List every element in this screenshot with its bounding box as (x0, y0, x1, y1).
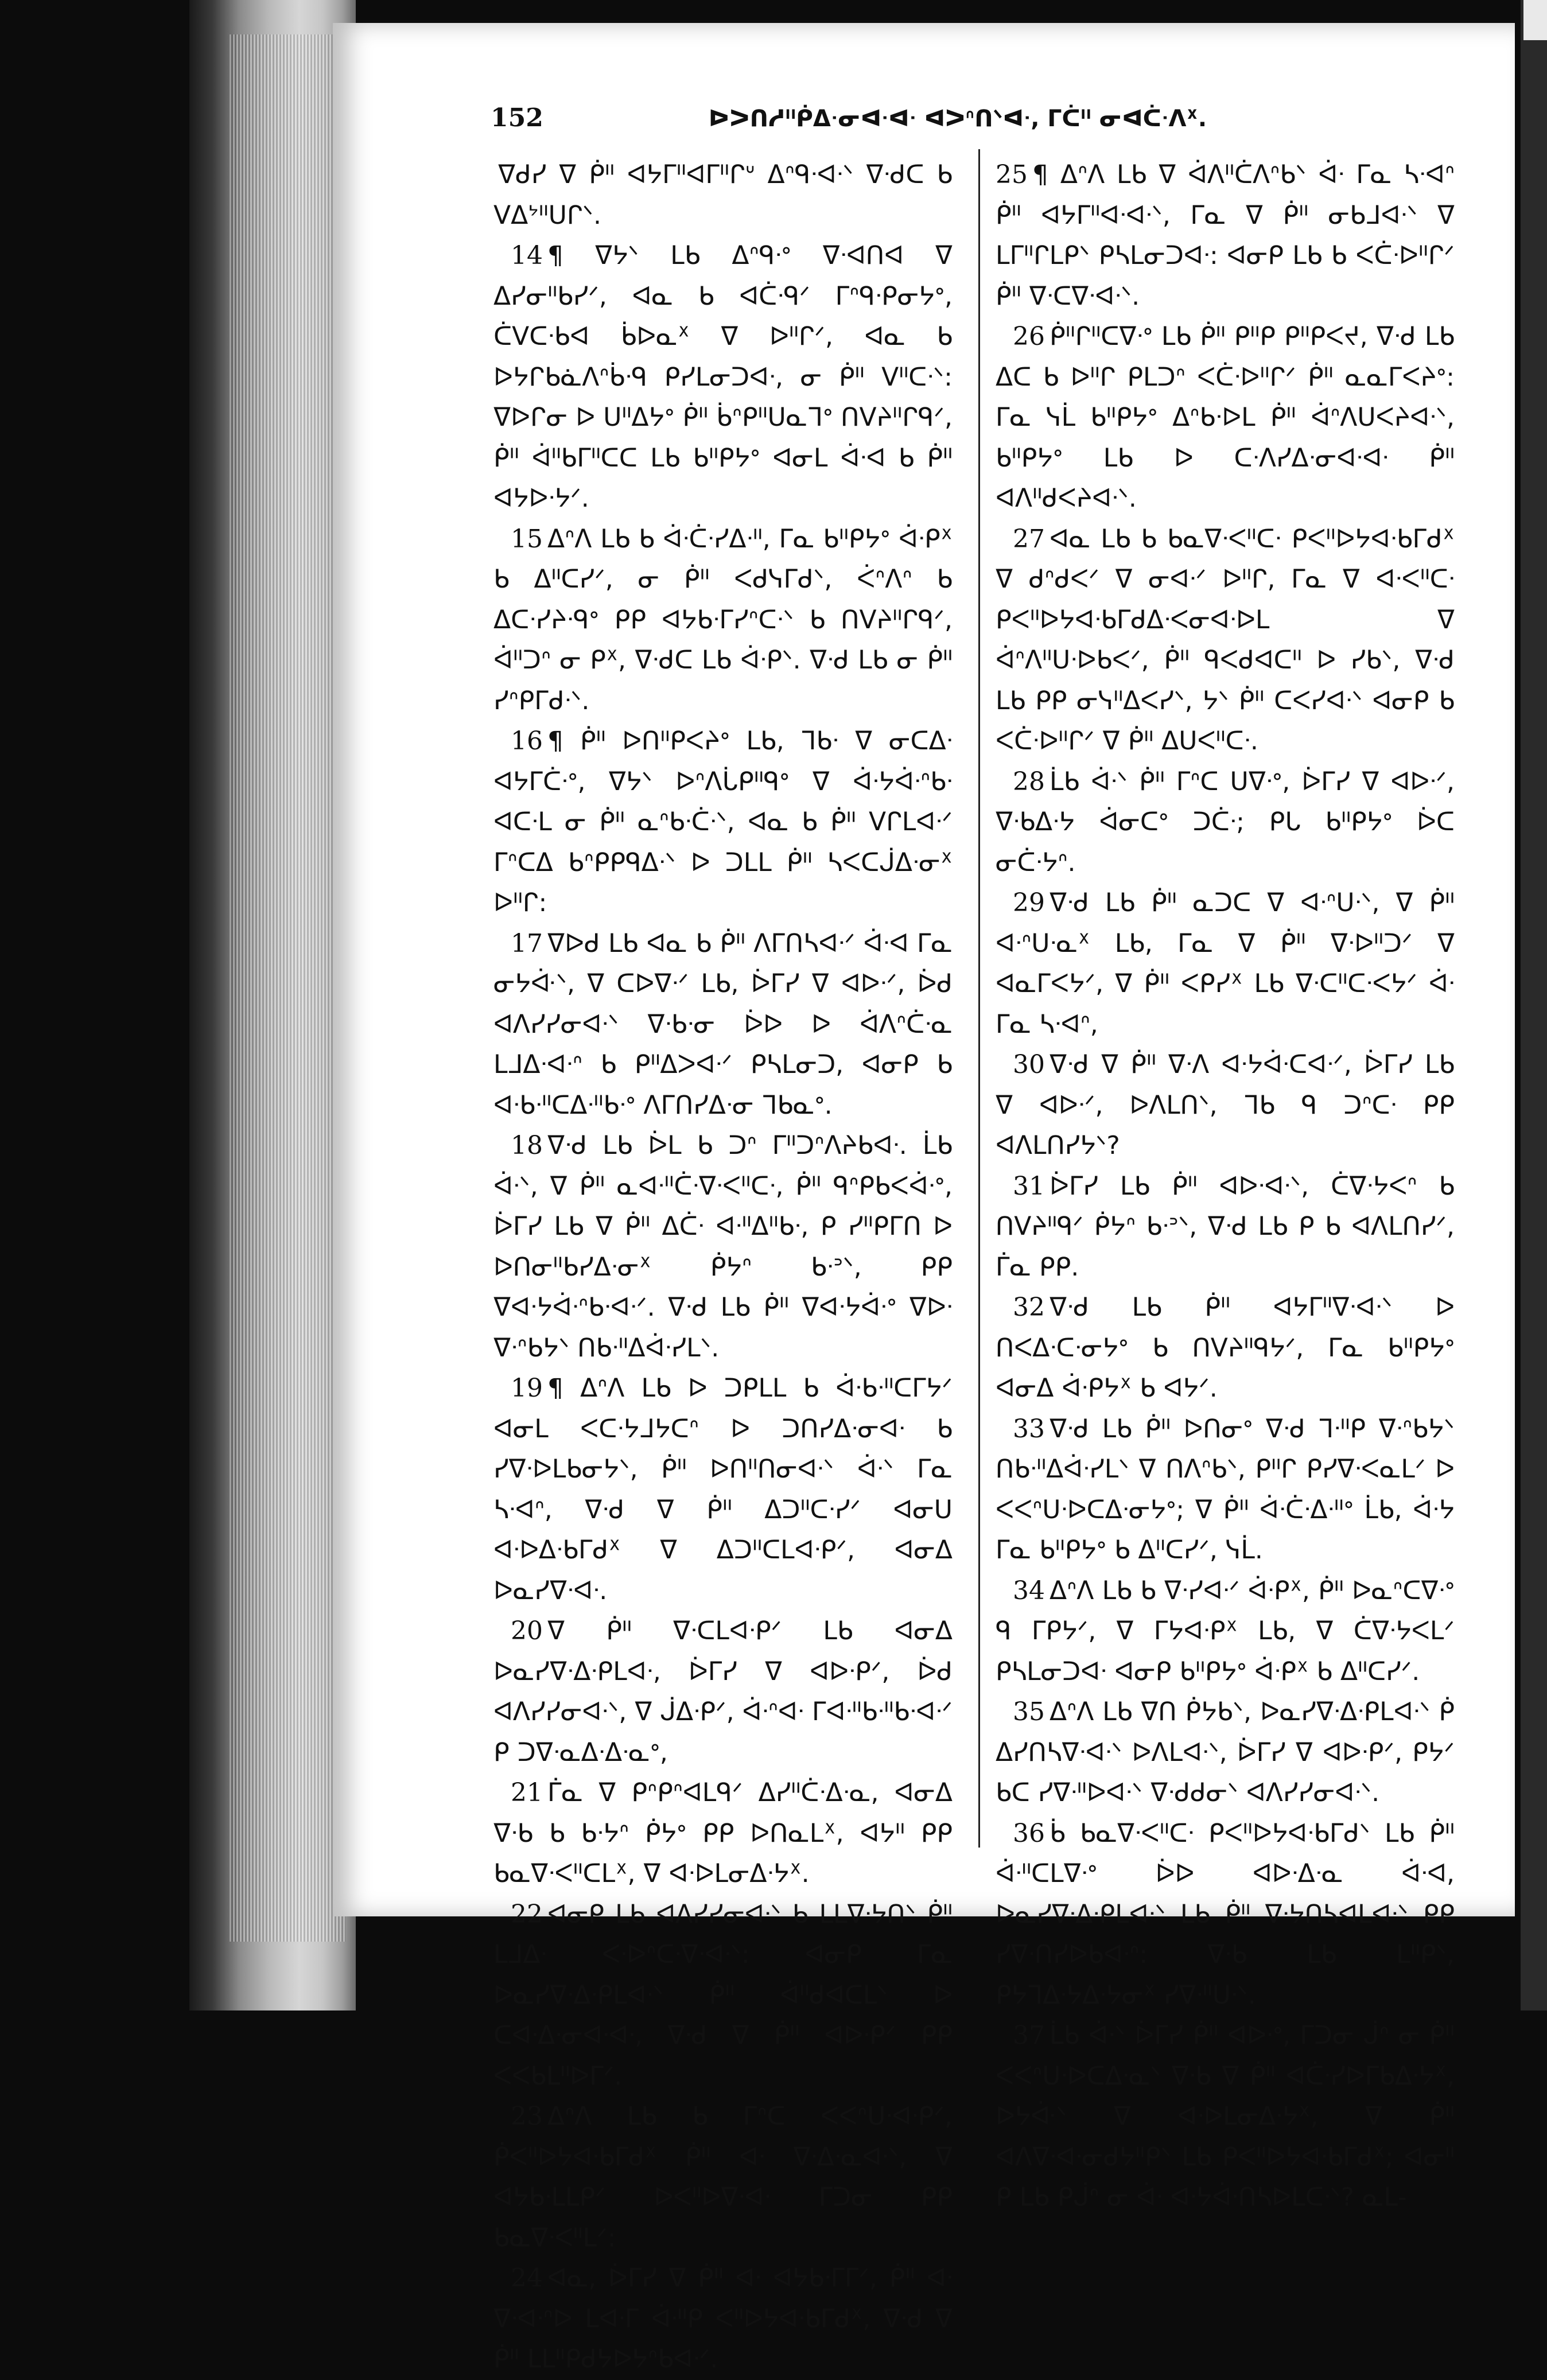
verse-text: ᐃᐢᐱ ᒪᑲ ᐁᑎ ᑮᔭᑲᐠ, ᐅᓇᓯᐁᐧᐃᐧᑭᒪᐊᐧᐠ ᑮ ᐃᓯᑎᓴᐁᐧᐊᐧᐠ ᐅᐱᒪᐊᐧᐠ, ᐆᒥᓯ ᐁ ᐊᐅᐧᑭᐟ, ᑭᔭᐟ ᑲᑕ ᓯᐁᐧᐦᐅᐊᐧᐠ ᐁᐧᑯᑯᓂᐠ ᐊᐱᓯᓯᓂᐊᐧᐠ. (996, 1697, 1455, 1807)
verse-text: ᐁᐧᑯ ᒪᑲ ᑮᐦ ᐅᑎᓂᐤ ᐁᐧᑯ ᒣᐧᐦᑭ ᐁᐧᐢᑲᔭᐠ ᑎᑲᐧᐦᐃᐋᐧᓯᒪᐠ ᐁ ᑎᐱᐢᑲᐠ, ᑭᐦᒋ ᑭᓯᐁᐧᐸᓇᒪᐟ ᐅ ᐸᐸᐢᑌᐧᐅᑕᐃᐧᓂᔭᐤ; ᐁ ᑮᐦ ᐋᐧᑖᐧᐃᐧᐦᐤ ᒫᑲ, ᐋᐧᔭ ᒥᓇ ᑲᐦᑭᔭᐤ ᑲ ᐃᐦᑕᓯᐟ, ᓭᒫ. (996, 1414, 1455, 1565)
verse-number: 31 (1013, 1171, 1045, 1201)
book-page-edge (189, 0, 356, 2010)
verse-text: ᐁᐧᑯ ᐁ ᑮᐦ ᐁᐧᐱ ᐊᐧᔭᐋᐧᑕᐊᐧᐟ, ᐆᒥᓯ ᒪᑲ ᐁ ᐊᐅᐧᐟ, ᐅᐱᒪᑎᐠ, ᒣᑲ ᑫ ᑐᐢᑕᐧ ᑭᑭ ᐊᐱᒪᑎᓯᔭᐠ? (996, 1050, 1455, 1160)
verse-paragraph (493, 155, 953, 236)
right-dark-border (1521, 0, 1547, 2010)
verse-number: 14 (511, 241, 543, 270)
verse-paragraph (493, 1773, 953, 1895)
verse-number: 25 (996, 160, 1028, 189)
verse-paragraph (493, 2097, 953, 2258)
verse-paragraph (996, 1571, 1455, 1693)
verse-paragraph (996, 2016, 1455, 2218)
verse-number: 23 (511, 2102, 543, 2131)
verse-paragraph (996, 317, 1455, 519)
verse-text: ᐊᓇ, ᐆᒥᓯ ᐁ ᑮᐦ ᐊᐧ ᐊᔭᑲᐧᒥᒥᐟ, ᑮᐦ ᐊᐧ ᐁᐧᐊᐧᐢᐅ ᒪᐊᐧᒥ ᐋᐧᐦᑭ ᐸᐦᐅᔭᐊᐧᑲᒥᑯᕽ, ᐁᐧᑯ ᐁ ᑮᐦ ᒪᒪᐦᑭᑯᔭᐅᔭᐢᑲᐊᐧᐟ. (493, 2264, 953, 2374)
verse-number: 26 (1013, 322, 1045, 351)
running-title: ᐅᐳᑎᓱᐦᑮᐃᐧᓂᐊᐧᐊᐧ ᐊᐳᐢᑎᐠᐊᐧ, ᒥᑖᐦ ᓂᐊᑖᐧᐱᕽ. (709, 106, 1207, 132)
verse-number: 37 (1013, 2021, 1045, 2050)
verse-number: 27 (1013, 524, 1045, 554)
verse-text: ᐊᓂᑭ ᒪᑲ ᐊᐱᓯᓯᓂᐊᐧᐠ ᑲ ᒪᒪᐁᐧᔭᑎᐠ ᑮᐦ ᒪᒧᐃᐧ ᐸᐧᐅᐢᑕᐧᐁᐧᐊᐧᐠ: ᐊᓂᑭ ᒥᓇ ᐅᓇᓯᐁᐧᐃᐧᑭᒪᐊᐧᐠ ᑮᐦ ᐋᐦᑯᐊᑕᒪᐠ ᐅ ᑕᐊᐧᐃᐧᓂᐊᐧᐊᐧ, ᐁᐧᑯ ᐁ ᑮᐦ ᐊᐅᐧᑭᐟ ᑭᑭ ᐸᐸᑲᒪᐦᐅᒥᐟ. (493, 1899, 953, 2091)
verse-paragraph (996, 1692, 1455, 1814)
page-header (491, 103, 1512, 149)
verse-paragraph (493, 2258, 953, 2380)
verse-text: ᒦᓇ ᐁ ᑭᐢᑭᐢᐊᒪᑫᐟ ᐃᓯᐦᑖᐧᐃᐧᓇ, ᐊᓂᐃ ᐁᐧᑲ ᑲ ᑲᐧᔭᐢ ᑮᔭᐤ ᑭᑭ ᐅᑎᓇᒪᕽ, ᐊᔭᐦ ᑭᑭ ᑲᓇᐁᐧᐸᐦᑕᒪᕽ, ᐁ ᐊᐧᐅᒪᓂᐃᐧᔭᕽ. (493, 1778, 953, 1888)
right-column (996, 155, 1455, 2218)
verse-number: 19 (511, 1374, 543, 1403)
verse-text: ᐃᐢᐱ ᒪᑲ ᑲ ᐋᐧᑖᐧᓯᐃᐧᐦ, ᒥᓇ ᑲᐦᑭᔭᐤ ᐋᐧᑭᕽ ᑲ ᐃᐦᑕᓯᐟ, ᓂ ᑮᐦ ᐸᑯᓭᒥᑯᐠ, ᐹᐢᐱᐢ ᑲ ᐃᑕᐧᓯᔨᐧᑫᐤ ᑭᑭ ᐊᔭᑲᐧᒥᓯᐢᑕᐧᐠ ᑲ ᑎᐯᔨᐦᒋᑫᐟ, ᐋᐦᑐᐢ ᓂ ᑭᕽ, ᐁᐧᑯᑕ ᒪᑲ ᐋᐧᑭᐠ. ᐁᐧᑯ ᒪᑲ ᓂ ᑮᐦ ᓯᐢᑭᒥᑯᐧᐠ. (493, 524, 953, 715)
verse-paragraph (493, 1611, 953, 1773)
verse-text: ᐃᐢᐱ ᒪᑲ ᑲ ᐁᐧᓯᐊᐧᐟ ᐋᐧᑭᕽ, ᑮᐦ ᐅᓇᐢᑕᐁᐧᐤ ᑫ ᒥᑭᔭᐟ, ᐁ ᒥᔭᐊᐧᑭᕽ ᒪᑲ, ᐁ ᑖᐁᐧᔭᐸᒪᐟ ᑭᓴᒪᓂᑐᐊᐧ ᐊᓂᑭ ᑲᐦᑭᔭᐤ ᐋᐧᑭᕽ ᑲ ᐃᐦᑕᓯᐟ. (996, 1576, 1455, 1686)
verse-text: ¶ ᐃᐢᐱ ᒪᑲ ᐁ ᐋᐱᐦᑖᐱᐢᑲᐠ ᐋᐧ ᒥᓇ ᓴᐧᐊᐢ ᑮᐦ ᐊᔭᒥᐦᐊᐧᐊᐧᐠ, ᒥᓇ ᐁ ᑮᐦ ᓂᑲᒧᐊᐧᐠ ᐁ ᒪᒥᐦᒋᒪᑭᐠ ᑭᓴᒪᓂᑐᐊᐧ: ᐊᓂᑭ ᒪᑲ ᑲ ᐸᑖᐧᐅᐦᒋᐟ ᑮᐦ ᐁᐧᑕᐁᐧᐊᐧᐠ. (996, 160, 1455, 311)
verse-paragraph (493, 236, 953, 519)
page-edge-stripes (230, 34, 345, 1942)
verse-paragraph (996, 1045, 1455, 1166)
verse-paragraph (493, 1126, 953, 1368)
verse-text: ᐃᐢᐱ ᒪᑲ ᑲ ᒥᐢᑕ ᐸᐸᐢᑌᐧᐊᐧᑭᐟ, ᑮᐸᐦᐅᔭᐊᐧᑲᒥᑯᕽ ᑮᐦ ᐊᐧ ᐁᐧᐃᐧᓇᐊᐧᐠ, ᐁ ᐊᔭᑲᐧᒪᒪᑭᐟ ᐅᐸᐦᐅᐁᐧᐊᐧ ᒥᑐᓂ ᑭᑭ ᑲᓇᐁᐧᐸᐦᒪᐟ: (493, 2102, 953, 2253)
verse-paragraph (493, 1895, 953, 2097)
verse-text: ¶ ᐁᔭᐠ ᒪᑲ ᐃᐢᑫᐧᐤ ᐁᐧᐊᑎᐊ ᐁ ᐃᓯᓂᐦᑲᓯᐟ, ᐊᓇ ᑲ ᐊᑖᐧᑫᐟ ᒥᐢᑫᐧᑭᓂᔭᐤ, ᑖᐯᑕᐧᑲᐊ ᑳᐅᓇᕽ ᐁ ᐅᐦᒋᐟ, ᐊᓇ ᑲ ᐅᔭᒋᑲᓈᐱᐢᑳᐧᑫ ᑭᓯᒪᓂᑐᐊᐧ, ᓂ ᑮᐦ ᐯᐦᑕᐧᐠ: ᐁᐅᒋᓂ ᐅ ᑌᐦᐃᔭᐤ ᑮᐦ ᑳᐢᑭᐦᑌᓇᒣᐤ ᑎᐯᔨᐦᒋᑫᐟ, ᑮᐦ ᐋᐦᑲᒥᐦᑕᑕ ᒪᑲ ᑲᐦᑭᔭᐤ ᐊᓂᒪ ᐋᐧᐊ ᑲ ᑮᐦ ᐊᔭᐅᐧᔭᐟ. (493, 241, 953, 513)
verse-text: ¶ ᑮᐦ ᐅᑎᐦᑭᐸᔨᐤ ᒪᑲ, ᒣᑲᐧ ᐁ ᓂᑕᐃᐧ ᐊᔭᒥᑖᐧᐤ, ᐁᔭᐠ ᐅᐢᐱᒑᑭᐦᑫᐤ ᐁ ᐋᐧᔭᐋᐧᐢᑲᐧ ᐊᑕᐧᒪ ᓂ ᑮᐦ ᓇᐢᑲᐧᑖᐧᐠ, ᐊᓇ ᑲ ᑮᐦ ᐯᒋᒪᐊᐧᐟ ᒥᐢᑕᐃ ᑲᐢᑭᑭᑫᐃᐧᐠ ᐅ ᑐᒪᒪ ᑮᐦ ᓴᐸᑕᒎᐃᐧᓂᕽ ᐅᐦᒋ: (493, 726, 953, 917)
left-column (493, 155, 953, 2380)
verse-number: 28 (1013, 767, 1045, 796)
verse-paragraph (996, 1814, 1455, 2016)
verse-number: 20 (511, 1616, 543, 1646)
verse-text: ᒫᑲ ᐋᐧᐠ ᑮᐦ ᒥᐢᑕ ᑌᐁᐧᐤ, ᐆᒥᓯ ᐁ ᐊᐅᐧᐟ, ᐁᐧᑲᐃᐧᔭ ᐋᓂᑕᐤ ᑐᑖᐧ; ᑭᒐ ᑲᐦᑭᔭᐤ ᐆᑕ ᓂᑖᐧᔭᐢ. (996, 767, 1455, 877)
verse-number: 22 (511, 1899, 543, 1929)
verse-text: ᐁᐅᑯ ᒪᑲ ᐊᓇ ᑲ ᑮᐦ ᐱᒥᑎᓴᐊᐧᐟ ᐋᐧᐊ ᒥᓇ ᓂᔭᐚᐠ, ᐁ ᑕᐅᐁᐧᐟ ᒪᑲ, ᐆᒥᓯ ᐁ ᐊᐅᐧᐟ, ᐆᑯ ᐊᐱᓯᓯᓂᐊᐧᐠ ᐁᐧᑲᐧᓂ ᐆᐅ ᐅ ᐋᐱᐢᑖᐧᓇ ᒪᒧᐃᐧᐊᐧᐢ ᑲ ᑭᐦᐃᐳᐊᐧᐟ ᑭᓴᒪᓂᑐ, ᐊᓂᑭ ᑲ ᐊᐧᑲᐧᐦᑕᐃᐧᐦᑲᐧᐤ ᐱᒥᑎᓯᐃᐧᓂ ᒣᑲᓇᐤ. (493, 928, 953, 1120)
verse-number: 32 (1013, 1293, 1045, 1322)
column-divider (978, 149, 980, 1848)
verse-number: 30 (1013, 1050, 1045, 1079)
verse-number: 36 (1013, 1818, 1045, 1848)
top-corner-patch (1523, 0, 1547, 40)
verse-paragraph (996, 883, 1455, 1045)
verse-text: ᐊᓇ ᒪᑲ ᑲ ᑲᓇᐁᐧᐸᐦᑕᐧ ᑭᐸᐦᐅᔭᐊᐧᑲᒥᑯᕽ ᐁ ᑯᐢᑯᐸᐟ ᐁ ᓂᐊᐧᐟ ᐅᐦᒋ, ᒥᓇ ᐁ ᐊᐧᐸᐦᑕᐧ ᑭᐸᐦᐅᔭᐊᐧᑲᒥᑯᐃᐧᐸᓂᐊᐧᐅᒪ ᐁ ᐋᐢᐱᐦᑌᐧᐅᑲᐸᐟ, ᑮᐦ ᑫᐸᑯᐊᑕᐦ ᐅ ᓯᑲᐠ, ᐁᐧᑯ ᒪᑲ ᑭᑭ ᓂᓭᐦᐃᐸᓯᐠ, ᔭᐠ ᑮᐦ ᑕᐸᓯᐊᐧᐠ ᐊᓂᑭ ᑲ ᐸᑖᐧᐅᐦᒋᐟ ᐁ ᑮᐦ ᐃᑌᐸᐦᑕᐧ. (996, 524, 1455, 756)
verse-text: ᐁᐧᑯ ᒪᑲ ᐆᒪ ᑲ ᑐᐢ ᒥᐦᑐᐢᐱᔨᑲᐊᐧ. ᒫᑲ ᐋᐧᐠ, ᐁ ᑮᐦ ᓇᐊᐧᐦᑖᐧᐁᐧᐸᐦᑕᐧ, ᑮᐦ ᑫᐢᑭᑲᐸᐋᐧᐤ, ᐆᒥᓯ ᒪᑲ ᐁ ᑮᐦ ᐃᑖᐧ ᐊᐧᐦᐃᐦᑲᐧ, ᑭ ᓯᐦᑭᒥᑎ ᐅ ᐅᑎᓂᐦᑲᓯᐃᐧᓂᕽ ᑮᔭᐢ ᑲᐧᐣᐠ, ᑭᑭ ᐁᐊᐧᔭᐋᐧᐢᑲᐧᐊᐧᐟ. ᐁᐧᑯ ᒪᑲ ᑮᐦ ᐁᐊᐧᔭᐋᐧᐤ ᐁᐅᐧ ᐁᐧᐢᑲᔭᐠ ᑎᑲᐧᐦᐃᐋᐧᓯᒪᐠ. (493, 1131, 953, 1363)
verse-text: ᐁ ᑮᐦ ᐁᐧᑕᒪᐊᐧᑭᐟ ᒪᑲ ᐊᓂᐃ ᐅᓇᓯᐁᐧᐃᐧᑭᒪᐊᐧ, ᐆᒥᓯ ᐁ ᐊᐅᐧᑭᐟ, ᐆᑯ ᐊᐱᓯᓯᓂᐊᐧᐠ, ᐁ ᒎᐃᐧᑭᐟ, ᐋᐧᐢᐊᐧ ᒥᐊᐧᐦᑲᐧᐦᑲᐧᐊᐧᐟ ᑭ ᑐᐁᐧᓇᐃᐧᐃᐧᓇᐤ, (493, 1616, 953, 1767)
verse-text: ᑮᐦᒋᐦᑕᐁᐧᐤ ᒪᑲ ᑮᐦ ᑭᐦᑭ ᑭᐦᑭᐸᔪ, ᐁᐧᑯ ᒪᑲ ᐃᑕ ᑲ ᐅᐦᒋ ᑭᒪᑐᐢ ᐸᑖᐧᐅᐦᒋᐟ ᑮᐦ ᓇᓇᒥᐸᔨᐤ: ᒥᓇ ᓭᒫ ᑲᐦᑭᔭᐤ ᐃᐢᑲᐧᐅᒪ ᑮᐦ ᐋᐢᐱᑌᐸᔨᐊᐧᐠ, ᑲᐦᑭᔭᐤ ᒪᑲ ᐅ ᑕᐧᐱᓯᐃᐧᓂᐊᐧᐊᐧ ᑮᐦ ᐊᐱᐦᑯᐸᔨᐊᐧᐠ. (996, 322, 1455, 513)
verse-number: 15 (511, 524, 543, 554)
verse-number: 35 (1013, 1697, 1045, 1726)
verse-paragraph (996, 1166, 1455, 1288)
verse-paragraph (996, 1288, 1455, 1409)
verse-number: 16 (511, 726, 543, 756)
verse-text: ᑳ ᑲᓇᐁᐧᐸᐦᑕᐧ ᑭᐸᐦᐅᔭᐊᐧᑲᒥᑯᐠ ᒪᑲ ᑮᐦ ᐋᐧᐦᑕᒪᐁᐧᐤ ᐆᐅ ᐊᐅᐧᐃᐧᓇ ᐋᐧᐊ, ᐅᓇᓯᐁᐧᐃᐧᑭᒪᐊᐧᐠ ᒪᑲ ᑮᐦ ᐁᐧᔭᑎᓴᐊᒪᐊᐧᐠ ᑭᑭ ᓯᐁᐧᑎᓯᐅᑲᐊᐧᐢ: ᐁᐧᑲ ᒪᑲ ᒪᐦᑭᐠ, ᑭᔭᒣᐃᐧᔭᐃᐧᔭᓂᕽ ᓯᐁᐧᐦᑌᐧᐠ. (996, 1818, 1455, 2010)
verse-text: ¶ ᐃᐢᐱ ᒪᑲ ᐅ ᑐᑭᒪᒪ ᑲ ᐋᐧᑲᐧᐦᑕᒥᔭᐟ ᐊᓂᒪ ᐸᑕᐧᔭᒧᔭᑕᐢ ᐅ ᑐᑎᓯᐃᐧᓂᐊᐧ ᑲ ᓯᐁᐧᐅᒪᑲᓂᔭᐠ, ᑮᐦ ᐅᑎᐦᑎᓂᐊᐧᐠ ᐋᐧᐠ ᒥᓇ ᓴᐧᐊᐢ, ᐁᐧᑯ ᐁ ᑮᐦ ᐃᑐᐦᑕᐧᓯᐟ ᐊᓂᑌ ᐊᐧᐅᐃᐧᑲᒥᑯᕽ ᐁ ᐃᑐᐦᑕᒪᐊᐧᑭᐟ, ᐊᓂᐃ ᐅᓇᓯᐁᐧᐊᐧ. (493, 1374, 953, 1605)
verse-paragraph (996, 155, 1455, 317)
verse-text: ᒫᑲ ᐋᐧᐠ ᐆᒥᓯ ᑮᐦ ᐊᐅᐧᐤ, ᒥᑐᓂ ᒎᐢ ᓂ ᑮᐦ ᐸᐸᐢᑌᐧᐅᑕᐃᐧᓇᐠ ᐁᐧᑲ ᐁ ᑮᐦ ᐊᑖᐧᓯᐅᒥᑲᐃᐧᔭᕽ, ᐅᔭᐚᐠ ᐁ ᐊᐧᐅᒪᓂᐃᐧᔭᕽ, ᐁ ᑮᐦ ᐊᐱᐁᐧᐊᐧᓂᑯᔭᐦᑭᐠ ᒪᑲ ᑭᐸᐦᐅᔭᐊᐧᑲᒥᑯᕽ; ᐊᓂᐦ ᑭ ᒪᑲ ᑭᒎᐢ ᓂ ᐋᐧ ᐊᐧᔭᐋᐧᑎᓴᐅᒪᑕᐧᐠ? ᓇᒪ- (996, 2021, 1455, 2212)
page-number: 152 (491, 103, 543, 133)
verse-number: 24 (511, 2264, 543, 2293)
verse-text: ᐆᒥᓯ ᒪᑲ ᑮᐦ ᐊᐅᐧᐊᐧᐠ, ᑖᐁᐧᔭᐸᐢ ᑲ ᑎᐯᔨᐦᑫᐟ ᑮᔭᐢ ᑲᐧᐣᐠ, ᐁᐧᑯ ᒪᑲ ᑭ ᑲ ᐊᐱᒪᑎᓯᐟ, ᒦᓇ ᑭᑭ. (996, 1171, 1455, 1282)
verse-number: 33 (1013, 1414, 1045, 1444)
verse-text: ᐁᑯᓯ ᐁ ᑮᐦ ᐊᔭᒥᐦᐊᒥᐦᒋᐡ ᐃᐢᑫᐧᐊᐧᐠ ᐁᐧᑯᑕ ᑲ ᐯᐃᔾᐦᑌᒋᐠ. (493, 160, 953, 230)
verse-number: 34 (1013, 1576, 1045, 1605)
verse-number: 29 (1013, 888, 1045, 917)
verse-paragraph (493, 1368, 953, 1611)
verse-paragraph (493, 924, 953, 1126)
verse-paragraph (996, 762, 1455, 884)
verse-number: 18 (511, 1131, 543, 1160)
verse-number: 17 (511, 928, 543, 958)
verse-paragraph (493, 721, 953, 924)
verse-paragraph (493, 519, 953, 722)
verse-text: ᐁᐧᑯ ᒪᑲ ᑮᐦ ᐊᔭᒥᐦᐁᐧᐊᐧᐠ ᐅ ᑎᐸᐃᐧᑕᐧᓂᔭᐤ ᑲ ᑎᐯᔨᐦᑫᔭᐟ, ᒥᓇ ᑲᐦᑭᔭᐤ ᐊᓂᐃ ᐋᐧᑭᔭᕽ ᑲ ᐊᔭᐟ. (996, 1293, 1455, 1403)
verse-paragraph (996, 1409, 1455, 1571)
verse-text: ᐁᐧᑯ ᒪᑲ ᑮᐦ ᓇᑐᑕ ᐁ ᐊᐧᐢᑌᐧᐠ, ᐁ ᑮᐦ ᐊᐧᐢᑌᐧᓇᕽ ᒪᑲ, ᒥᓇ ᐁ ᑮᐦ ᐁᐧᐅᐦᑐᐟ ᐁ ᐊᓇᒥᐸᔭᐟ, ᐁ ᑮᐦ ᐸᑭᓯᕽ ᒪᑲ ᐁᐧᑕᐦᑕᐧᐸᔭᐟ ᐋᐧ ᒥᓇ ᓴᐧᐊᐢ, (996, 888, 1455, 1039)
verse-paragraph (996, 519, 1455, 762)
verse-number: 21 (511, 1778, 543, 1807)
